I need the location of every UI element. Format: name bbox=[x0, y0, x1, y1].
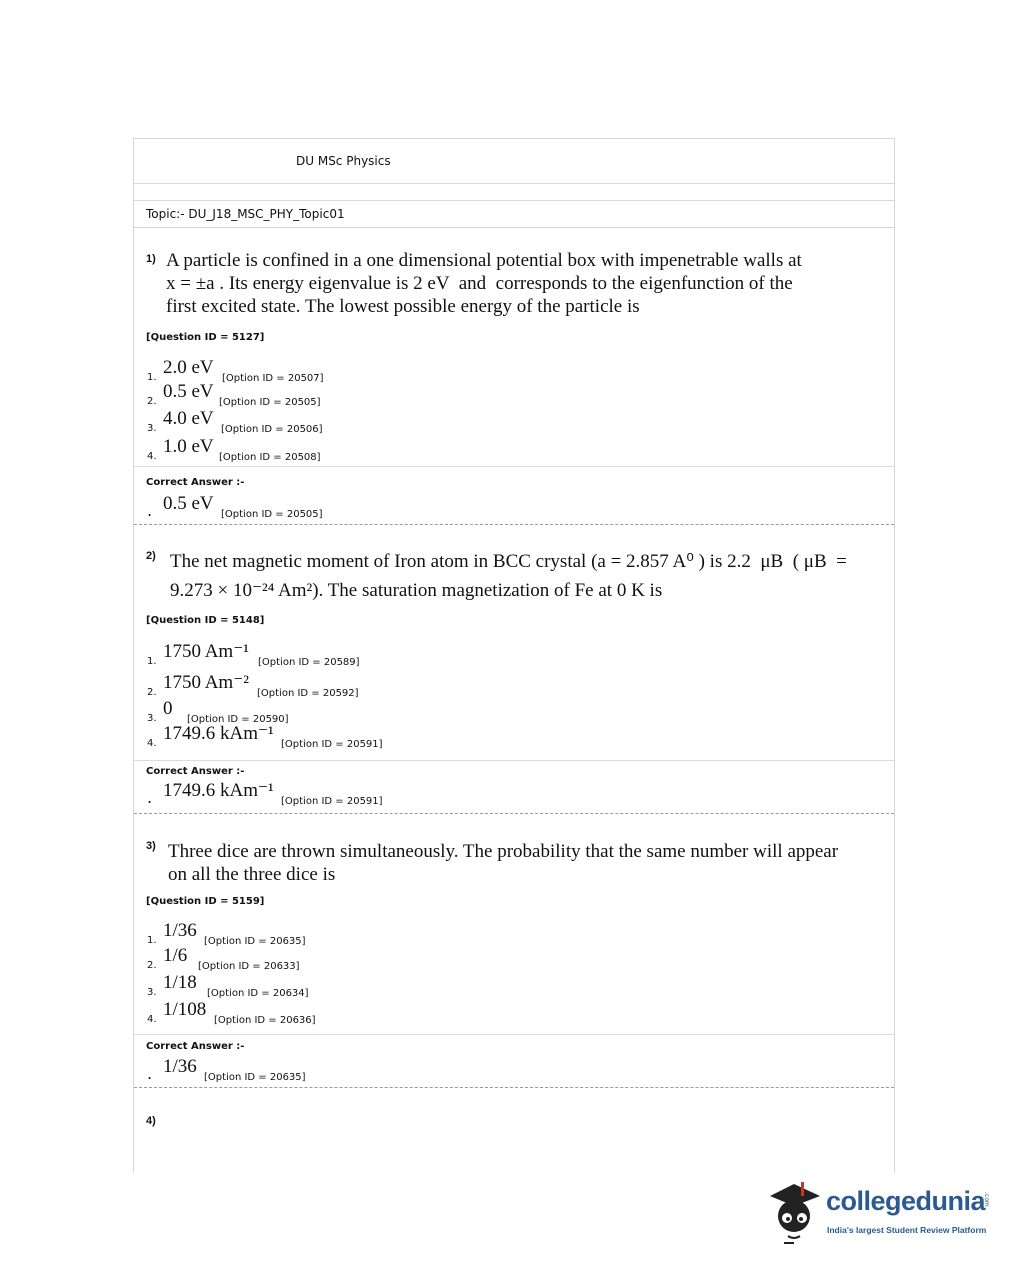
collegedunia-logo bbox=[766, 1178, 996, 1248]
question-number: 1) bbox=[146, 253, 156, 265]
option-number: 3. bbox=[147, 713, 157, 724]
option-number: 2. bbox=[147, 687, 157, 698]
option-value: 1.0 eV bbox=[163, 436, 214, 457]
paper-header bbox=[134, 139, 894, 184]
option-value: 1/6 bbox=[163, 945, 188, 966]
answer-option-id: [Option ID = 20591] bbox=[281, 796, 383, 807]
question-number: 3) bbox=[146, 840, 156, 852]
answer-divider bbox=[134, 1034, 894, 1035]
option-number: 3. bbox=[147, 987, 157, 998]
option-number: 3. bbox=[147, 423, 157, 434]
option-id: [Option ID = 20634] bbox=[207, 988, 309, 999]
option-value: 1749.6 kAm⁻¹ bbox=[163, 723, 274, 744]
option-id: [Option ID = 20592] bbox=[257, 688, 359, 699]
answer-bullet: . bbox=[147, 788, 153, 807]
option-number: 4. bbox=[147, 738, 157, 749]
answer-bullet: . bbox=[147, 501, 153, 520]
option-id: [Option ID = 20590] bbox=[187, 714, 289, 725]
option-number: 1. bbox=[147, 656, 157, 667]
option-id: [Option ID = 20635] bbox=[204, 936, 306, 947]
option-id: [Option ID = 20591] bbox=[281, 739, 383, 750]
option-value: 1/36 bbox=[163, 920, 197, 941]
option-id: [Option ID = 20633] bbox=[198, 961, 300, 972]
question-separator bbox=[134, 813, 894, 814]
answer-divider bbox=[134, 466, 894, 467]
mascot-icon bbox=[766, 1178, 826, 1248]
question-text-line: first excited state. The lowest possible energy of the particle is bbox=[166, 296, 640, 317]
option-value: 1750 Am⁻² bbox=[163, 672, 249, 693]
answer-value: 1/36 bbox=[163, 1056, 197, 1077]
correct-answer-label: Correct Answer :- bbox=[146, 766, 245, 777]
question-text-line: Three dice are thrown simultaneously. The probability that the same number will appear bbox=[168, 841, 839, 862]
option-number: 4. bbox=[147, 1014, 157, 1025]
answer-divider bbox=[134, 760, 894, 761]
option-id: [Option ID = 20589] bbox=[258, 657, 360, 668]
option-value: 2.0 eV bbox=[163, 357, 214, 378]
option-value: 1/18 bbox=[163, 972, 197, 993]
option-value: 0 bbox=[163, 698, 173, 719]
topic-label: Topic:- DU_J18_MSC_PHY_Topic01 bbox=[146, 207, 345, 221]
question-text-line: 9.273 × 10⁻²⁴ Am²). The saturation magnetization of Fe at 0 K is bbox=[170, 580, 663, 601]
option-number: 1. bbox=[147, 372, 157, 383]
answer-bullet: . bbox=[147, 1064, 153, 1083]
answer-option-id: [Option ID = 20635] bbox=[204, 1072, 306, 1083]
answer-value: 1749.6 kAm⁻¹ bbox=[163, 780, 274, 801]
question-separator bbox=[134, 524, 894, 525]
option-id: [Option ID = 20506] bbox=[221, 424, 323, 435]
correct-answer-label: Correct Answer :- bbox=[146, 477, 245, 488]
question-4-number: 4) bbox=[146, 1115, 156, 1127]
option-id: [Option ID = 20505] bbox=[219, 397, 321, 408]
question-text-line: The net magnetic moment of Iron atom in BCC crystal (a = 2.857 A⁰ ) is 2.2 μB ( μB = bbox=[170, 551, 847, 572]
option-number: 4. bbox=[147, 451, 157, 462]
logo-suffix: .com bbox=[983, 1192, 990, 1207]
header-spacer bbox=[134, 184, 894, 201]
option-id: [Option ID = 20636] bbox=[214, 1015, 316, 1026]
question-id: [Question ID = 5148] bbox=[146, 615, 265, 626]
logo-tagline: India's largest Student Review Platform bbox=[827, 1225, 987, 1235]
option-number: 2. bbox=[147, 960, 157, 971]
option-id: [Option ID = 20507] bbox=[222, 373, 324, 384]
option-id: [Option ID = 20508] bbox=[219, 452, 321, 463]
question-text-line: A particle is confined in a one dimensional potential box with impenetrable walls at bbox=[166, 250, 802, 271]
option-number: 1. bbox=[147, 935, 157, 946]
option-number: 2. bbox=[147, 396, 157, 407]
logo-wordmark: collegedunia bbox=[826, 1186, 986, 1216]
question-text-line: on all the three dice is bbox=[168, 864, 336, 885]
correct-answer-label: Correct Answer :- bbox=[146, 1041, 245, 1052]
option-value: 1/108 bbox=[163, 999, 207, 1020]
question-id: [Question ID = 5159] bbox=[146, 896, 265, 907]
option-value: 4.0 eV bbox=[163, 408, 214, 429]
answer-option-id: [Option ID = 20505] bbox=[221, 509, 323, 520]
question-number: 2) bbox=[146, 550, 156, 562]
option-value: 1750 Am⁻¹ bbox=[163, 641, 249, 662]
paper-title: DU MSc Physics bbox=[296, 154, 391, 168]
option-value: 0.5 eV bbox=[163, 381, 214, 402]
answer-value: 0.5 eV bbox=[163, 493, 214, 514]
question-id: [Question ID = 5127] bbox=[146, 332, 265, 343]
question-text-line: x = ±a . Its energy eigenvalue is 2 eV and corresponds to the eigenfunction of the bbox=[166, 273, 793, 294]
question-paper-sheet bbox=[133, 138, 895, 1173]
question-separator bbox=[134, 1087, 894, 1088]
topic-row bbox=[134, 201, 894, 228]
